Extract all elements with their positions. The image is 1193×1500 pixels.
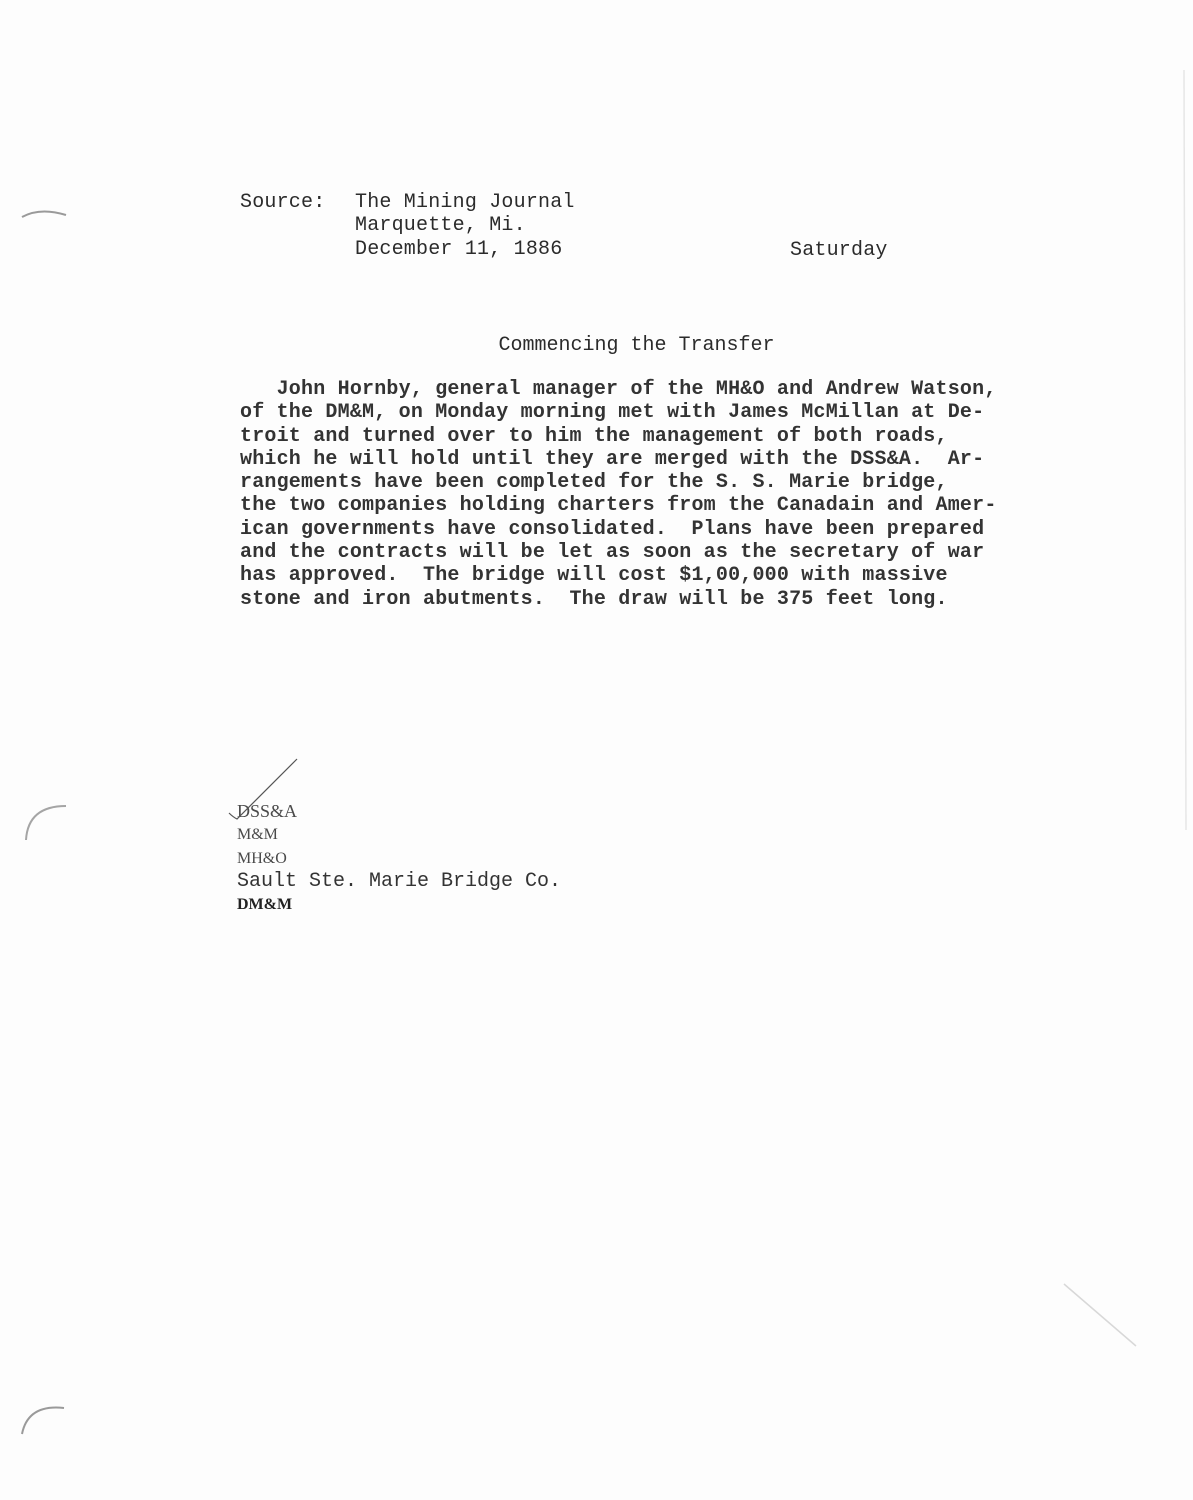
- source-details: [355, 191, 575, 261]
- distribution-item: M&M: [237, 826, 278, 844]
- article-line: of the DM&M, on Monday morning met with James McMillan at De-: [240, 401, 985, 425]
- binder-hole-mark-icon: [22, 800, 72, 855]
- article-line: and the contracts will be let as soon as the secretary of war: [240, 541, 985, 565]
- source-day: Saturday: [790, 239, 888, 262]
- source-date: December 11, 1886: [355, 237, 563, 261]
- distribution-item: DSS&A: [237, 801, 298, 821]
- article-line: ican governments have consolidated. Plans have been prepared: [240, 517, 985, 541]
- distribution-item: MH&O: [237, 849, 287, 867]
- paper-crease-icon: [1060, 1280, 1140, 1350]
- distribution-item: DM&M: [237, 896, 293, 914]
- binder-hole-mark-icon: [20, 205, 70, 225]
- article-line: John Hornby, general manager of the MH&O and Andrew Watson,: [240, 378, 997, 401]
- binder-hole-mark-icon: [18, 1398, 68, 1438]
- distribution-list: [237, 800, 561, 916]
- source-label: Source:: [240, 191, 326, 214]
- article-line: troit and turned over to him the management of both roads,: [240, 424, 948, 448]
- distribution-item: Sault Ste. Marie Bridge Co.: [237, 869, 562, 893]
- article-body: [240, 378, 1030, 611]
- article-line: has approved. The bridge will cost $1,00,000 with massive: [240, 564, 948, 588]
- article-line: stone and iron abutments. The draw will be 375 feet long.: [240, 587, 948, 611]
- article-line: the two companies holding charters from the Canadain and Amer-: [240, 494, 997, 518]
- article-headline: Commencing the Transfer: [498, 334, 775, 357]
- article-line: which he will hold until they are merged with the DSS&A. Ar-: [240, 447, 985, 471]
- article-line: rangements have been completed for the S. S. Marie bridge,: [240, 471, 948, 495]
- paper-edge-icon: [1178, 70, 1192, 830]
- source-publication: The Mining Journal: [355, 191, 575, 214]
- source-place: Marquette, Mi.: [355, 214, 526, 238]
